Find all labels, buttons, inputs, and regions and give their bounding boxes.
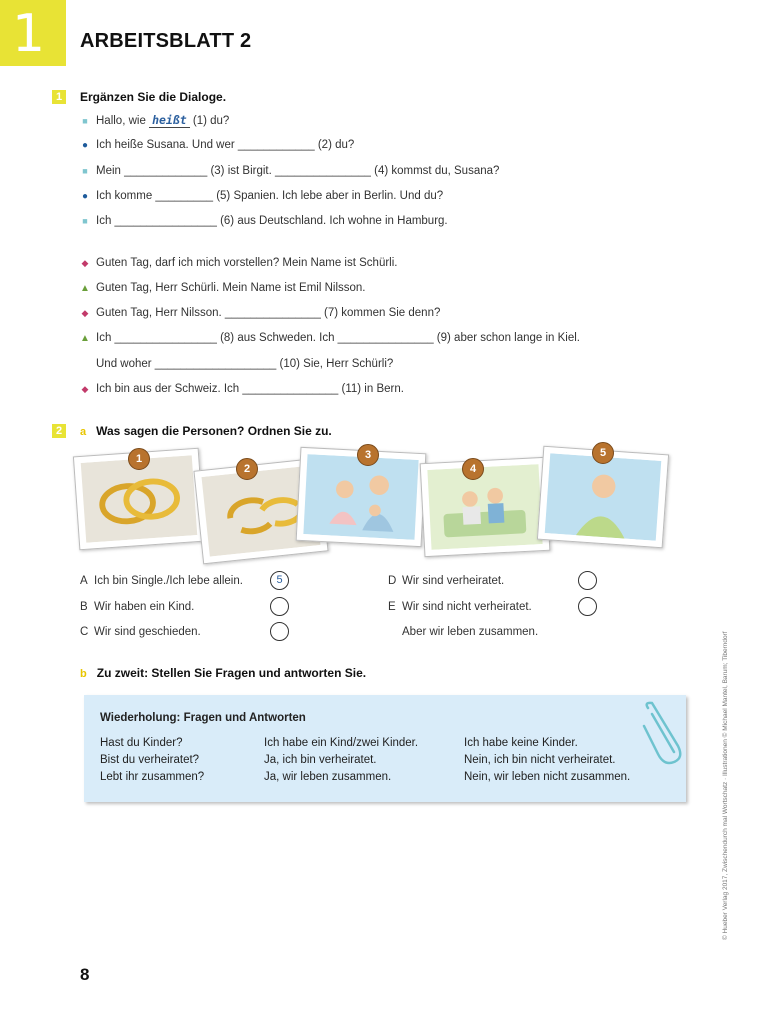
copyright-credit: © Hueber Verlag 2017, Zwischendurch mal Wortschatz · Illustrationen © Michael Mantel, Barum; Tiberndorf: [722, 631, 729, 940]
review-col-questions: Hast du Kinder? Bist du verheiratet? Lebt ihr zusammen?: [100, 737, 205, 783]
dialog2-line-3: ◆ Guten Tag, Herr Nilsson. _______________ (7) kommen Sie denn?: [81, 307, 441, 319]
square-marker-icon: ■: [82, 116, 88, 126]
answer-circle-e[interactable]: [578, 597, 597, 616]
chapter-number: 1: [12, 4, 46, 64]
family-with-baby-icon: [303, 454, 419, 540]
photo-pin-5: 5: [592, 442, 614, 464]
square-marker-icon: ■: [82, 216, 88, 226]
paperclip-icon: [640, 700, 686, 770]
exercise-1-heading: Ergänzen Sie die Dialoge.: [80, 90, 227, 104]
dialog2-line-6: ◆ Ich bin aus der Schweiz. Ich _______________ (11) in Bern.: [81, 383, 404, 395]
diamond-marker-icon: ◆: [81, 258, 89, 268]
page-number: 8: [80, 965, 90, 984]
couple-on-sofa-icon: [427, 464, 543, 550]
handwritten-answer[interactable]: heißt: [149, 113, 190, 128]
part-a-label: a: [80, 426, 87, 438]
photo-strip: [62, 446, 680, 566]
option-d: D Wir sind verheiratet.: [388, 575, 505, 587]
dialog1-line-4: ● Ich komme _________ (5) Spanien. Ich lebe aber in Berlin. Und du?: [80, 188, 443, 204]
circle-marker-icon: ●: [81, 191, 89, 202]
review-box-title: Wiederholung: Fragen und Antworten: [100, 712, 306, 724]
option-b: B Wir haben ein Kind.: [80, 601, 195, 613]
review-box: [84, 695, 686, 802]
photo-4: [420, 457, 551, 557]
option-e-continued: Aber wir leben zusammen.: [402, 626, 539, 638]
option-c: C Wir sind geschieden.: [80, 626, 201, 638]
photo-pin-4: 4: [462, 458, 484, 480]
page-title: ARBEITSBLATT 2: [80, 30, 252, 52]
dialog2-line-1: ◆ Guten Tag, darf ich mich vorstellen? Mein Name ist Schürli.: [81, 257, 398, 269]
photo-pin-1: 1: [128, 448, 150, 470]
answer-circle-b[interactable]: [270, 597, 289, 616]
part-b-label: b: [80, 668, 87, 680]
dialog1-line-3: ■ Mein _____________ (3) ist Birgit. _______________ (4) kommst du, Susana?: [80, 163, 499, 179]
exercise-1-badge: 1: [52, 90, 66, 104]
dialog1-line-1: ■ Hallo, wie heißt (1) du?: [80, 112, 229, 128]
dialog2-line-4: ▲ Ich ________________ (8) aus Schweden. Ich _______________ (9) aber schon lange in Kiel.: [80, 330, 580, 346]
answer-circle-a[interactable]: 5: [270, 571, 289, 590]
triangle-marker-icon: ▲: [80, 283, 90, 294]
review-col-yes-answers: Ich habe ein Kind/zwei Kinder. Ja, ich bin verheiratet. Ja, wir leben zusammen.: [264, 737, 419, 783]
review-col-no-answers: Ich habe keine Kinder. Nein, ich bin nicht verheiratet. Nein, wir leben nicht zusammen.: [464, 737, 631, 783]
dialog2-line-5: Und woher ___________________ (10) Sie, Herr Schürli?: [96, 358, 394, 370]
diamond-marker-icon: ◆: [81, 308, 89, 318]
exercise-2-badge: 2: [52, 424, 66, 438]
exercise-2b-heading: b Zu zweit: Stellen Sie Fragen und antworten Sie.: [80, 666, 367, 680]
dialog2-line-2: ▲ Guten Tag, Herr Schürli. Mein Name ist Emil Nilsson.: [80, 280, 366, 296]
square-marker-icon: ■: [82, 166, 88, 176]
diamond-marker-icon: ◆: [81, 384, 89, 394]
option-a: A Ich bin Single./Ich lebe allein.: [80, 575, 243, 587]
circle-marker-icon: ●: [81, 140, 89, 151]
dialog1-line-2: ● Ich heiße Susana. Und wer ____________ (2) du?: [80, 137, 354, 153]
dialog1-line-5: ■ Ich ________________ (6) aus Deutschland. Ich wohne in Hamburg.: [80, 213, 448, 229]
answer-circle-d[interactable]: [578, 571, 597, 590]
chapter-number-box: [0, 0, 66, 66]
answer-circle-c[interactable]: [270, 622, 289, 641]
single-man-icon: [544, 453, 661, 541]
photo-pin-3: 3: [357, 444, 379, 466]
triangle-marker-icon: ▲: [80, 333, 90, 344]
exercise-2a-heading: a Was sagen die Personen? Ordnen Sie zu.: [80, 424, 332, 438]
option-e: E Wir sind nicht verheiratet.: [388, 601, 532, 613]
photo-pin-2: 2: [236, 458, 258, 480]
